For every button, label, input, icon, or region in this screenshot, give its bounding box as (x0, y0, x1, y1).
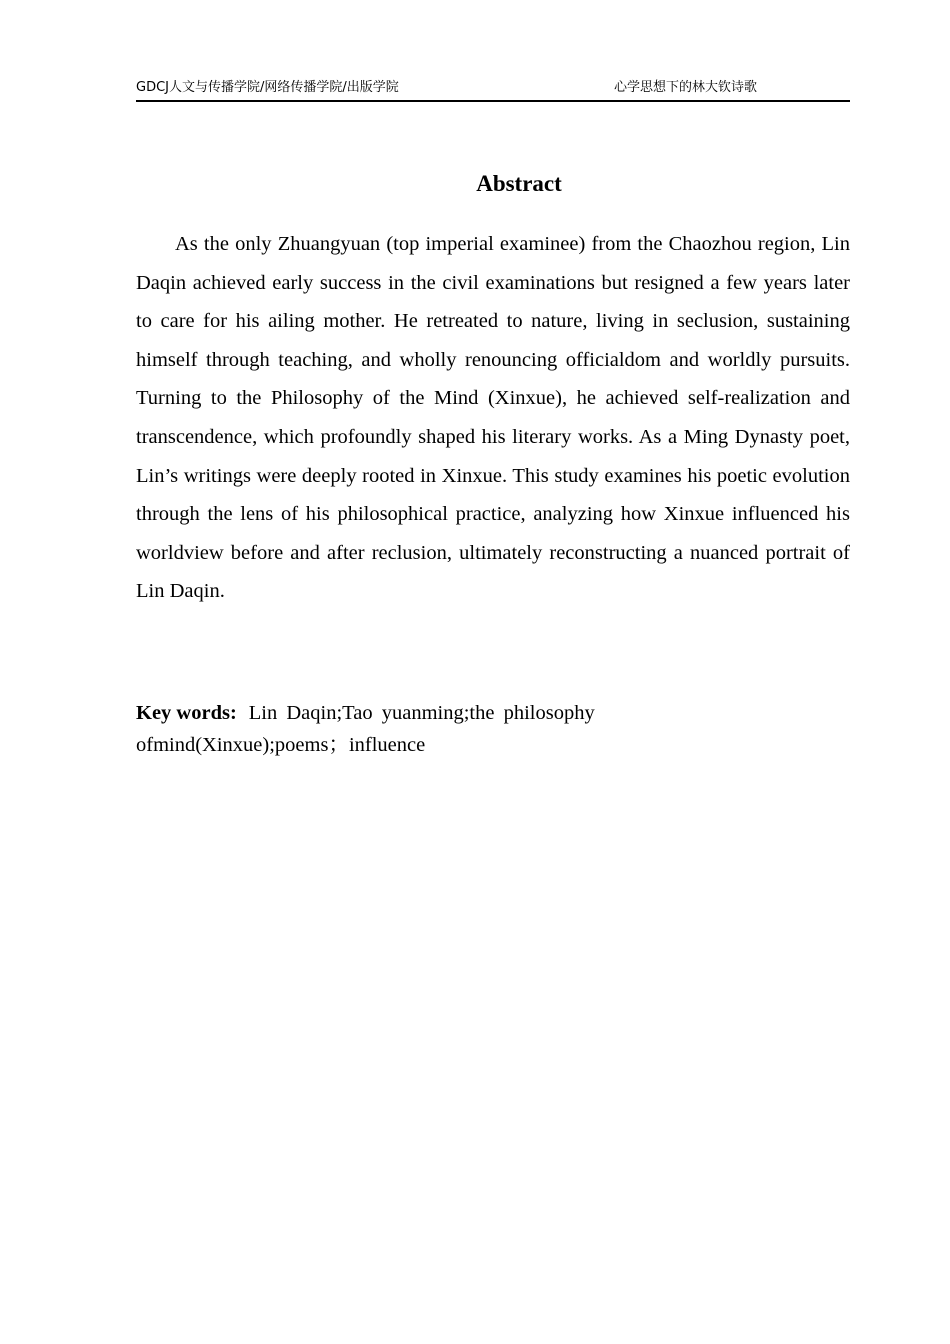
header-thesis-title: 心学思想下的林大钦诗歌 (614, 80, 758, 95)
header-institution: GDCJ人文与传播学院/网络传播学院/出版学院 (136, 80, 399, 95)
keywords-label: Key words: (136, 702, 237, 724)
abstract-paragraph: As the only Zhuangyuan (top imperial examinee) from the Chaozhou region, Lin Daqin achieved early success in the civil examinations but resigned a few years later to care for his ailing mother. He retreated to nature, living in seclusion, sustaining himself through teaching, and wholly renouncing officialdom and worldly pursuits. Turning to the Philosophy of the Mind (Xinxue), he achieved self-realization and transcendence, which profoundly shaped his literary works. As a Ming Dynasty poet, Lin’s writings were deeply rooted in Xinxue. This study examines his poetic evolution through the lens of his philosophical practice, analyzing how Xinxue influenced his worldview before and after reclusion, ultimately reconstructing a nuanced portrait of Lin Daqin. (136, 233, 850, 603)
keywords-text: Lin Daqin;Tao yuanming;the philosophy ofmind(Xinxue);poems；influence (136, 702, 595, 756)
abstract-heading: Abstract (476, 171, 562, 196)
page-header (136, 78, 850, 102)
keywords-section (136, 697, 656, 761)
